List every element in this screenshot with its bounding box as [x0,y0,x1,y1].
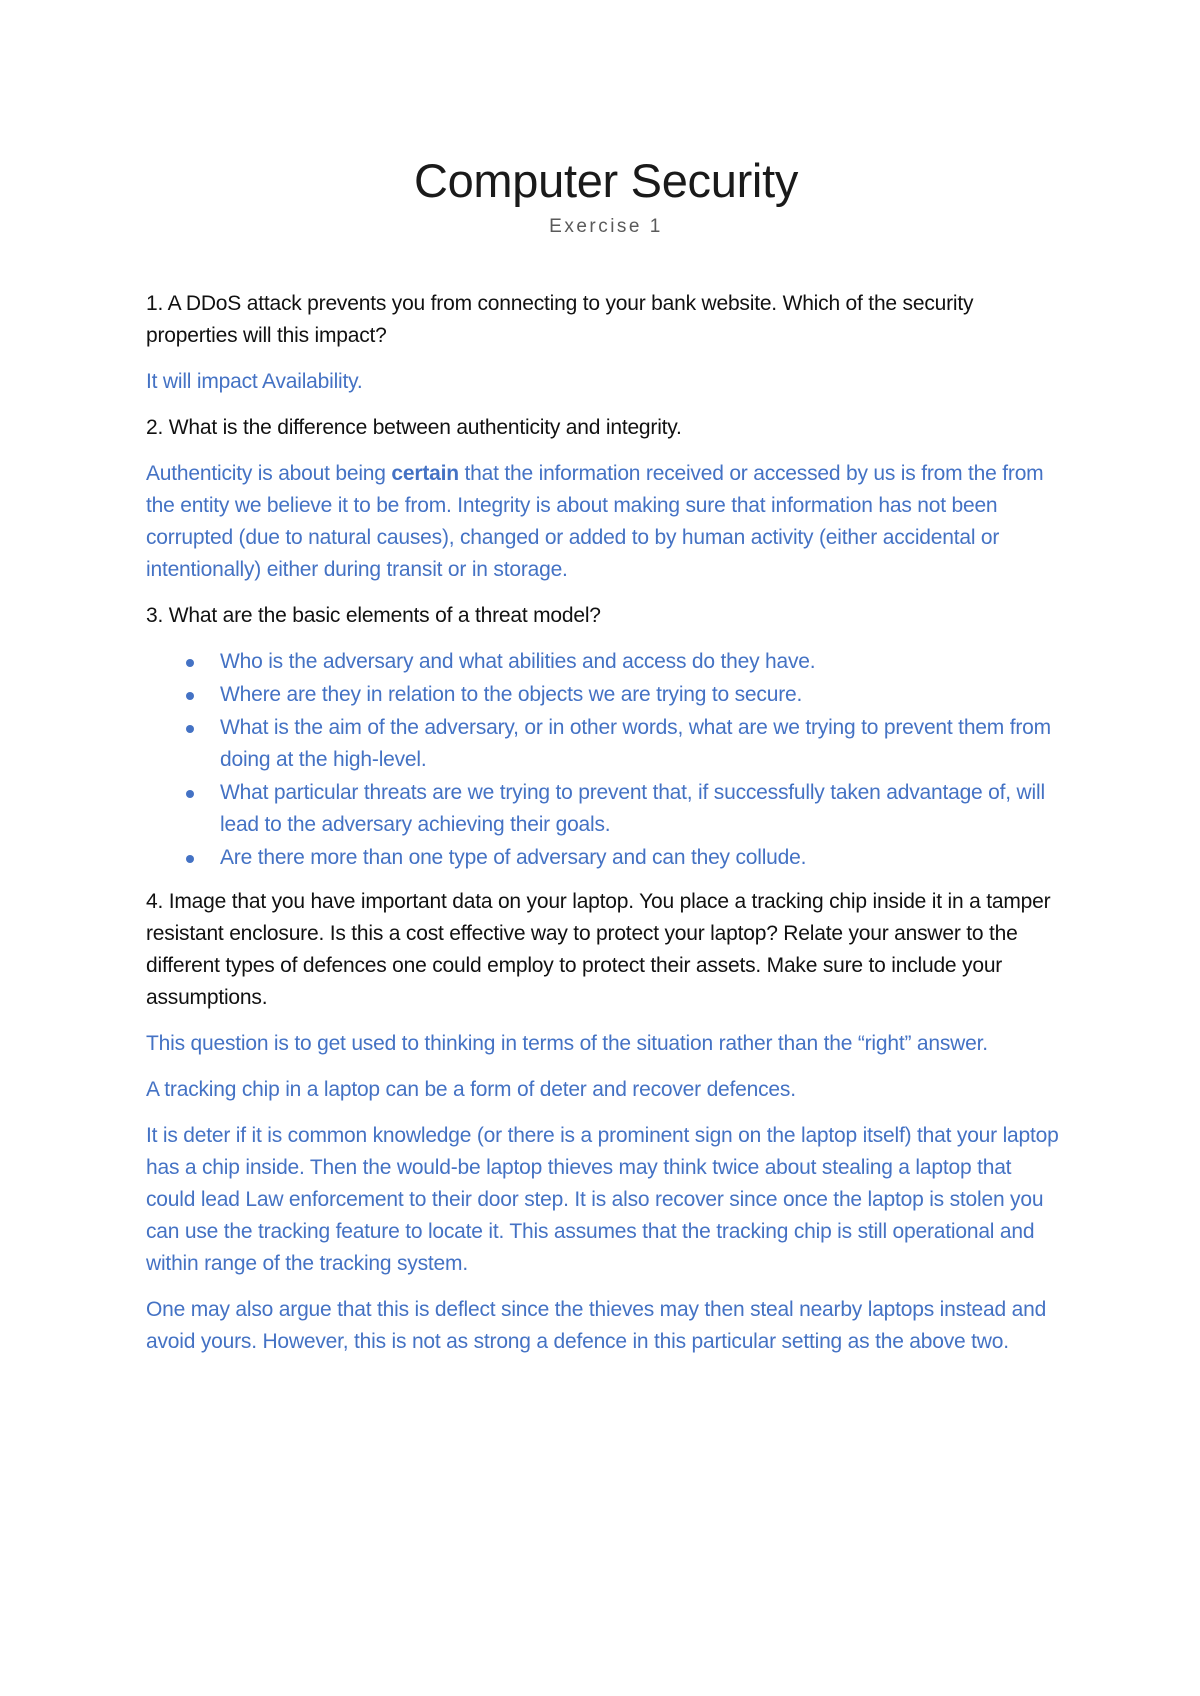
answer-4-paragraph-1: This question is to get used to thinking in terms of the situation rather than the “right” answer. [146,1032,988,1055]
answer-1: It will impact Availability. [146,370,363,393]
bullet-icon [186,659,194,667]
bullet-icon [186,725,194,733]
question-4: 4. Image that you have important data on your laptop. You place a tracking chip inside it in a tamper resistant enclosure. Is this a cost effective way to protect your laptop? Relate your answer to the different types of defences one could employ to protect their assets. Make sure to include your assumptions. [146,890,1051,1009]
document-body [146,150,1066,1372]
bullet-icon [186,855,194,863]
answer-2-emphasis: certain [391,462,459,485]
answer-2-part-1: Authenticity is about being [146,462,392,485]
answer-4-paragraph-4: One may also argue that this is deflect since the thieves may then steal nearby laptops instead and avoid yours. However, this is not as strong a defence in this particular setting as the above two. [146,1298,1047,1353]
question-2: 2. What is the difference between authenticity and integrity. [146,416,682,439]
list-item: Are there more than one type of adversary and can they collude. [146,842,1066,874]
document-subtitle: Exercise 1 [549,216,663,237]
question-3: 3. What are the basic elements of a threat model? [146,604,601,627]
answer-4-paragraph-3: It is deter if it is common knowledge (or there is a prominent sign on the laptop itself) that your laptop has a chip inside. Then the would-be laptop thieves may think twice about stealing a laptop that could lead Law enforcement to their door step. It is also recover since once the laptop is stolen you can use the tracking feature to locate it. This assumes that the tracking chip is still operational and within range of the tracking system. [146,1124,1059,1275]
bullet-icon [186,790,194,798]
list-item: What particular threats are we trying to prevent that, if successfully taken advantage of, will lead to the adversary achieving their goals. [146,777,1066,841]
list-item: Who is the adversary and what abilities and access do they have. [146,646,1066,678]
answer-4-paragraph-2: A tracking chip in a laptop can be a form of deter and recover defences. [146,1078,796,1101]
list-item: What is the aim of the adversary, or in other words, what are we trying to prevent them from doing at the high-level. [146,712,1066,776]
questions-section [146,288,1066,1358]
list-item: Where are they in relation to the objects we are trying to secure. [146,679,1066,711]
bullet-icon [186,692,194,700]
answer-2-part-2: that the information received or accessed by us is from the from the entity we believe it to be from. Integrity is about making sure that information has not been corrupted (due to natural causes), changed or added to by human activity (either accidental or intentionally) either during transit or in storage. [146,462,1044,581]
document-title: Computer Security [413,154,799,207]
threat-model-list [146,646,1066,874]
question-1: 1. A DDoS attack prevents you from connecting to your bank website. Which of the security properties will this impact? [146,292,974,347]
answer-2 [146,458,1066,586]
